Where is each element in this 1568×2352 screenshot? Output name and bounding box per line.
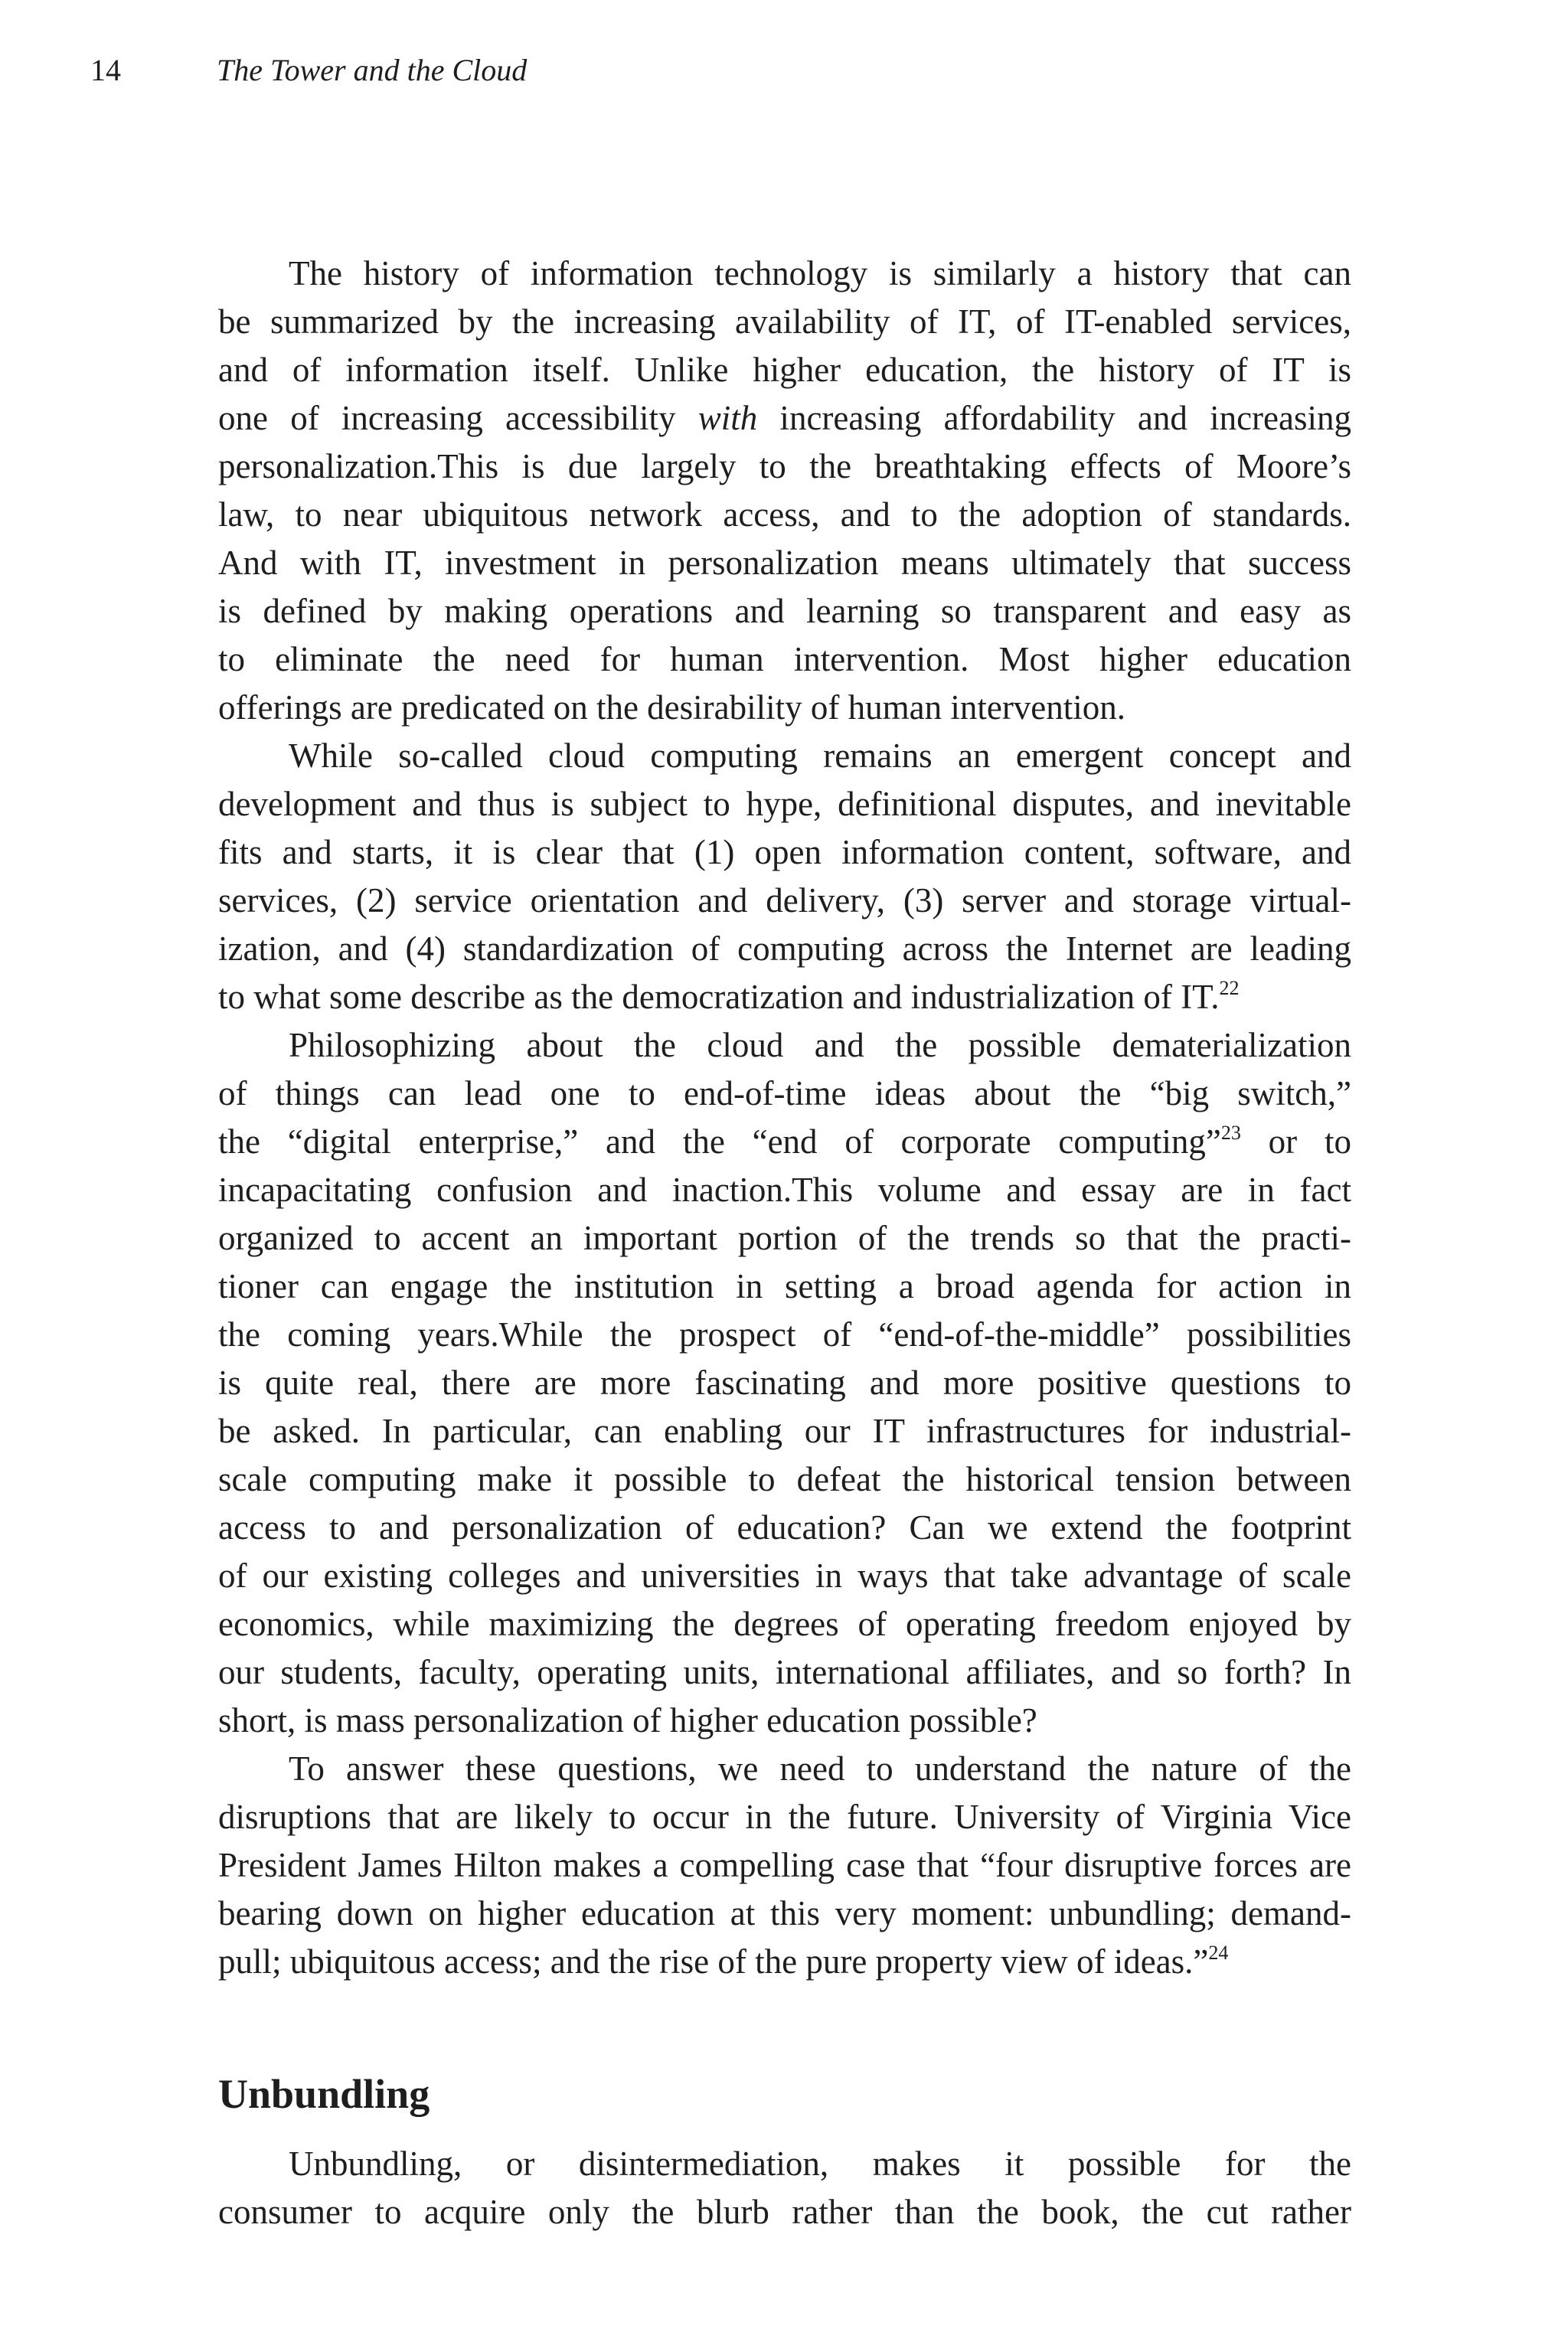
- section-body-text: [218, 2140, 1351, 2236]
- line-text: law, to near ubiquitous network access, and to the adoption of standards.: [218, 495, 1351, 534]
- text-line: [218, 539, 1351, 587]
- text-line: [218, 1070, 1351, 1118]
- text-line: [218, 1214, 1351, 1263]
- line-text-tail: or to: [1240, 1122, 1351, 1161]
- line-text: be summarized by the increasing availability of IT, of IT-enabled services,: [218, 302, 1351, 341]
- footnote-reference: 23: [1220, 1122, 1241, 1144]
- line-text: consumer to acquire only the blurb rather than the book, the cut rather: [218, 2193, 1351, 2231]
- running-head-title: The Tower and the Cloud: [217, 53, 528, 87]
- text-line: [218, 732, 1351, 780]
- body-text: [218, 250, 1351, 1986]
- text-line: [218, 1455, 1351, 1504]
- line-text: While so-called cloud computing remains an emergent concept and: [289, 737, 1351, 775]
- footnote-reference: 24: [1208, 1942, 1229, 1964]
- line-text: to what some describe as the democratization and industrialization of IT.: [218, 978, 1220, 1016]
- text-line: [218, 443, 1351, 491]
- line-text: organized to accent an important portion of the trends so that the practi-: [218, 1219, 1351, 1257]
- text-line: [218, 1793, 1351, 1841]
- text-line: [218, 1938, 1351, 1986]
- text-line: [218, 925, 1351, 973]
- page-number: 14: [90, 53, 121, 87]
- line-text: Philosophizing about the cloud and the possible dematerialization: [289, 1026, 1351, 1064]
- line-text: personalization.This is due largely to the breathtaking effects of Moore’s: [218, 447, 1351, 485]
- line-text: fits and starts, it is clear that (1) open information content, software, and: [218, 833, 1351, 871]
- line-text: tioner can engage the institution in setting a broad agenda for action in: [218, 1267, 1351, 1305]
- line-text: ization, and (4) standardization of computing across the Internet are leading: [218, 929, 1351, 968]
- text-line: [218, 346, 1351, 394]
- line-text: access to and personalization of education? Can we extend the footprint: [218, 1508, 1351, 1547]
- line-text: is quite real, there are more fascinating and more positive questions to: [218, 1364, 1351, 1402]
- text-line: [218, 2140, 1351, 2188]
- text-line: [218, 1407, 1351, 1455]
- text-line: one of increasing accessibility with increasing affordability and increasing: [218, 399, 1352, 437]
- line-text: The history of information technology is similarly a history that can: [289, 254, 1351, 292]
- line-text: the “digital enterprise,” and the “end of corporate computing”: [218, 1122, 1221, 1161]
- line-text: economics, while maximizing the degrees of operating freedom enjoyed by: [218, 1605, 1351, 1643]
- text-line: [218, 684, 1351, 732]
- text-line: [218, 780, 1351, 828]
- text-line: [218, 1166, 1351, 1214]
- text-line: [218, 1504, 1351, 1552]
- text-line: [218, 1600, 1351, 1648]
- line-text: services, (2) service orientation and delivery, (3) server and storage virtual-: [218, 881, 1351, 920]
- line-text: Unbundling, or disintermediation, makes it possible for the: [289, 2145, 1351, 2183]
- line-text: be asked. In particular, can enabling our IT infrastructures for industrial-: [218, 1412, 1351, 1450]
- text-line: [218, 1359, 1351, 1407]
- line-text: To answer these questions, we need to understand the nature of the: [289, 1749, 1351, 1788]
- text-line: [218, 1648, 1351, 1697]
- text-line: [218, 1118, 1351, 1166]
- line-text: of things can lead one to end-of-time ideas about the “big switch,”: [218, 1074, 1351, 1112]
- text-line: [218, 1311, 1351, 1359]
- line-text: incapacitating confusion and inaction.This volume and essay are in fact: [218, 1171, 1351, 1209]
- running-head: [0, 47, 1568, 93]
- text-line: [218, 1697, 1351, 1745]
- line-text: bearing down on higher education at this very moment: unbundling; demand-: [218, 1894, 1351, 1932]
- line-text: President James Hilton makes a compelling case that “four disruptive forces are: [218, 1846, 1351, 1884]
- line-text: development and thus is subject to hype, definitional disputes, and inevitable: [218, 785, 1351, 823]
- text-line: [218, 973, 1351, 1021]
- line-text: to eliminate the need for human intervention. Most higher education: [218, 640, 1351, 678]
- text-line: [218, 2188, 1351, 2236]
- text-line: [218, 828, 1351, 877]
- text-line: [218, 1890, 1351, 1938]
- line-text: disruptions that are likely to occur in the future. University of Virginia Vice: [218, 1798, 1351, 1836]
- line-text: And with IT, investment in personalization means ultimately that success: [218, 544, 1351, 582]
- line-text: scale computing make it possible to defeat the historical tension between: [218, 1460, 1351, 1498]
- text-line: [218, 1552, 1351, 1600]
- line-text: pull; ubiquitous access; and the rise of the pure property view of ideas.”: [218, 1942, 1209, 1981]
- text-line: [218, 877, 1351, 925]
- line-text: the coming years.While the prospect of “end-of-the-middle” possibilities: [218, 1315, 1351, 1354]
- text-line: [218, 1021, 1351, 1070]
- text-line: [218, 298, 1351, 346]
- text-line: [218, 491, 1351, 539]
- line-text: offerings are predicated on the desirability of human intervention.: [218, 688, 1126, 727]
- text-line: [218, 587, 1351, 635]
- line-text: is defined by making operations and learning so transparent and easy as: [218, 592, 1351, 630]
- text-line: [218, 1745, 1351, 1793]
- text-line: [218, 1841, 1351, 1890]
- section-heading: Unbundling: [218, 2071, 430, 2117]
- line-text: short, is mass personalization of higher education possible?: [218, 1701, 1037, 1740]
- text-line: [218, 635, 1351, 684]
- text-line: [218, 1263, 1351, 1311]
- footnote-reference: 22: [1219, 977, 1240, 999]
- italic-word: with: [697, 399, 758, 437]
- text-line: [218, 250, 1351, 298]
- line-text: of our existing colleges and universities in ways that take advantage of scale: [218, 1557, 1351, 1595]
- line-text: our students, faculty, operating units, international affiliates, and so forth? In: [218, 1653, 1351, 1691]
- line-text: and of information itself. Unlike higher education, the history of IT is: [218, 351, 1351, 389]
